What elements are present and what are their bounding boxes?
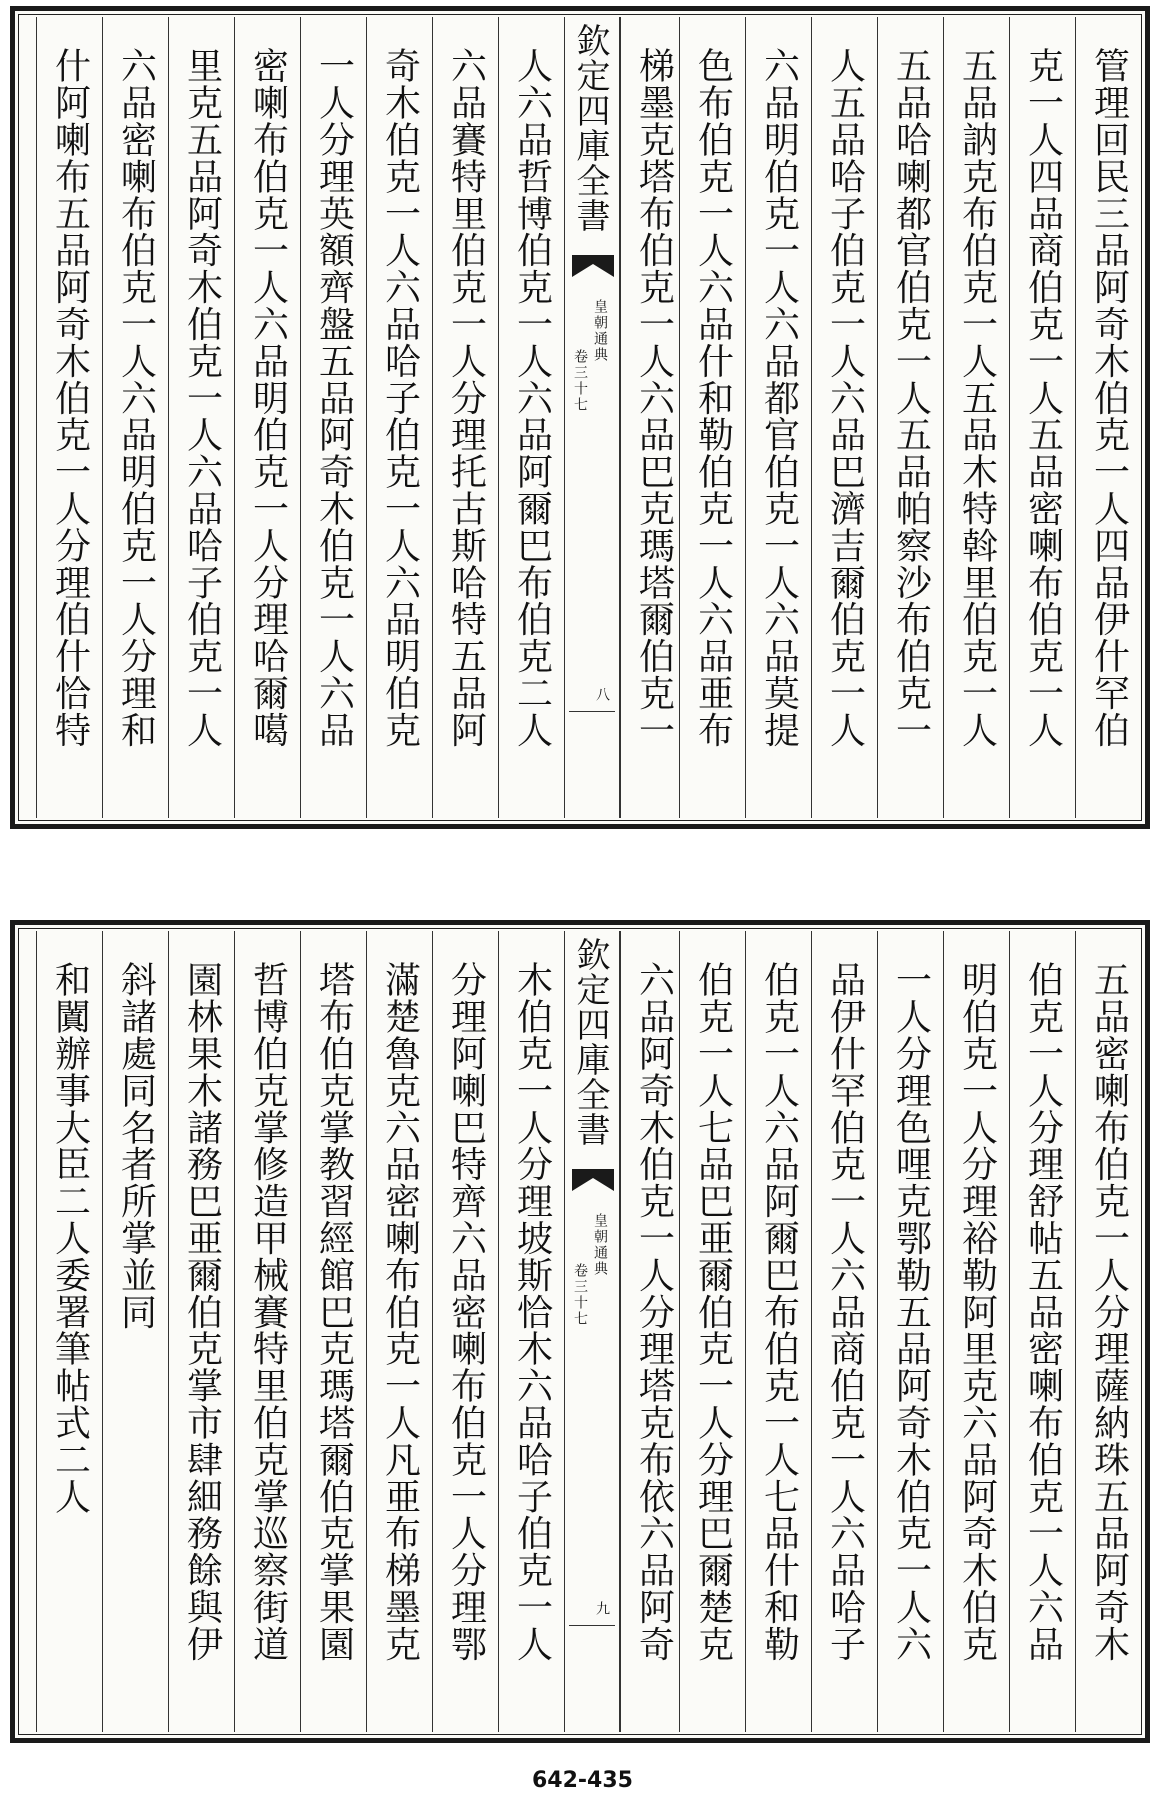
column-text: 斜諸處同名者所掌並同 xyxy=(115,961,157,1330)
text-column xyxy=(745,17,811,818)
column-text: 六品阿奇木伯克一人分理塔克布依六品阿奇 xyxy=(633,961,675,1663)
volume-label: 卷三十七 xyxy=(572,349,588,413)
column-text: 伯克一人分理舒帖五品密喇布伯克一人六品 xyxy=(1022,961,1064,1663)
upper-page xyxy=(10,6,1150,829)
column-text: 五品訥克布伯克一人五品木特斡里伯克一人 xyxy=(956,47,998,749)
text-column xyxy=(432,931,498,1732)
text-column xyxy=(943,931,1009,1732)
column-text: 一人分理色哩克鄂勒五品阿奇木伯克一人六 xyxy=(890,961,932,1663)
text-column xyxy=(620,931,686,1732)
text-column xyxy=(366,931,432,1732)
text-column xyxy=(811,931,877,1732)
text-column xyxy=(36,17,102,818)
volume-label: 卷三十七 xyxy=(572,1263,588,1327)
book-series-title: 欽定四庫全書 xyxy=(570,937,610,1147)
text-column xyxy=(300,931,366,1732)
column-text: 伯克一人七品巴亜爾伯克一人分理巴爾楚克 xyxy=(692,961,734,1663)
center-fold-column xyxy=(564,17,620,818)
column-text: 里克五品阿奇木伯克一人六品哈子伯克一人 xyxy=(181,47,223,749)
text-column xyxy=(102,17,168,818)
column-text: 人六品哲博伯克一人六品阿爾巴布伯克二人 xyxy=(511,47,553,749)
leaf-number: 八 xyxy=(594,687,610,701)
column-text: 六品賽特里伯克一人分理托古斯哈特五品阿 xyxy=(445,47,487,749)
column-text: 五品哈喇都官伯克一人五品帕察沙布伯克一 xyxy=(890,47,932,749)
column-text: 木伯克一人分理坡斯恰木六品哈子伯克一人 xyxy=(511,961,553,1663)
column-text: 人五品哈子伯克一人六品巴濟吉爾伯克一人 xyxy=(824,47,866,749)
text-column xyxy=(1075,17,1141,818)
column-text: 密喇布伯克一人六品明伯克一人分理哈爾噶 xyxy=(247,47,289,749)
text-column xyxy=(1009,931,1075,1732)
text-column xyxy=(943,17,1009,818)
fishtail-mark-icon xyxy=(570,1167,616,1193)
text-column xyxy=(679,17,745,818)
book-series-title: 欽定四庫全書 xyxy=(570,23,610,233)
divider xyxy=(569,1625,615,1626)
text-column xyxy=(745,931,811,1732)
text-column xyxy=(234,931,300,1732)
column-text: 一人分理英額齊盤五品阿奇木伯克一人六品 xyxy=(313,47,355,749)
column-text: 滿楚魯克六品密喇布伯克一人凡亜布梯墨克 xyxy=(379,961,421,1663)
column-text: 克一人四品商伯克一人五品密喇布伯克一人 xyxy=(1022,47,1064,749)
divider xyxy=(569,711,615,712)
column-text: 哲博伯克掌修造甲械賽特里伯克掌巡察街道 xyxy=(247,961,289,1663)
text-column xyxy=(168,17,234,818)
column-text: 六品明伯克一人六品都官伯克一人六品莫提 xyxy=(758,47,800,749)
column-text: 梯墨克塔布伯克一人六品巴克瑪塔爾伯克一 xyxy=(633,47,675,749)
column-text: 園林果木諸務巴亜爾伯克掌市肆細務餘與伊 xyxy=(181,961,223,1663)
text-column xyxy=(498,17,564,818)
text-column xyxy=(1075,931,1141,1732)
column-text: 和闐辦事大臣二人委署筆帖式二人 xyxy=(49,961,91,1515)
text-column xyxy=(1009,17,1075,818)
text-column xyxy=(432,17,498,818)
text-column xyxy=(620,17,686,818)
text-column xyxy=(102,931,168,1732)
column-text: 塔布伯克掌教習經館巴克瑪塔爾伯克掌果園 xyxy=(313,961,355,1663)
book-title: 皇朝通典 xyxy=(592,299,608,363)
text-column xyxy=(36,931,102,1732)
page-reference-number: 642-435 xyxy=(532,1768,633,1793)
text-column xyxy=(234,17,300,818)
column-text: 六品密喇布伯克一人六品明伯克一人分理和 xyxy=(115,47,157,749)
leaf-number: 九 xyxy=(594,1601,610,1615)
column-text: 色布伯克一人六品什和勒伯克一人六品亜布 xyxy=(692,47,734,749)
column-text: 品伊什罕伯克一人六品商伯克一人六品哈子 xyxy=(824,961,866,1663)
text-column xyxy=(300,17,366,818)
book-title: 皇朝通典 xyxy=(592,1213,608,1277)
text-column xyxy=(498,931,564,1732)
fishtail-mark-icon xyxy=(570,253,616,279)
column-text: 明伯克一人分理裕勒阿里克六品阿奇木伯克 xyxy=(956,961,998,1663)
column-text: 五品密喇布伯克一人分理薩納珠五品阿奇木 xyxy=(1088,961,1130,1663)
text-column xyxy=(811,17,877,818)
column-text: 管理回民三品阿奇木伯克一人四品伊什罕伯 xyxy=(1088,47,1130,749)
column-text: 什阿喇布五品阿奇木伯克一人分理伯什恰特 xyxy=(49,47,91,749)
column-text: 分理阿喇巴特齊六品密喇布伯克一人分理鄂 xyxy=(445,961,487,1663)
column-text: 伯克一人六品阿爾巴布伯克一人七品什和勒 xyxy=(758,961,800,1663)
column-text: 奇木伯克一人六品哈子伯克一人六品明伯克 xyxy=(379,47,421,749)
text-column xyxy=(366,17,432,818)
text-column xyxy=(877,931,943,1732)
text-column xyxy=(877,17,943,818)
text-column xyxy=(168,931,234,1732)
lower-page xyxy=(10,920,1150,1743)
text-column xyxy=(679,931,745,1732)
center-fold-column xyxy=(564,931,620,1732)
